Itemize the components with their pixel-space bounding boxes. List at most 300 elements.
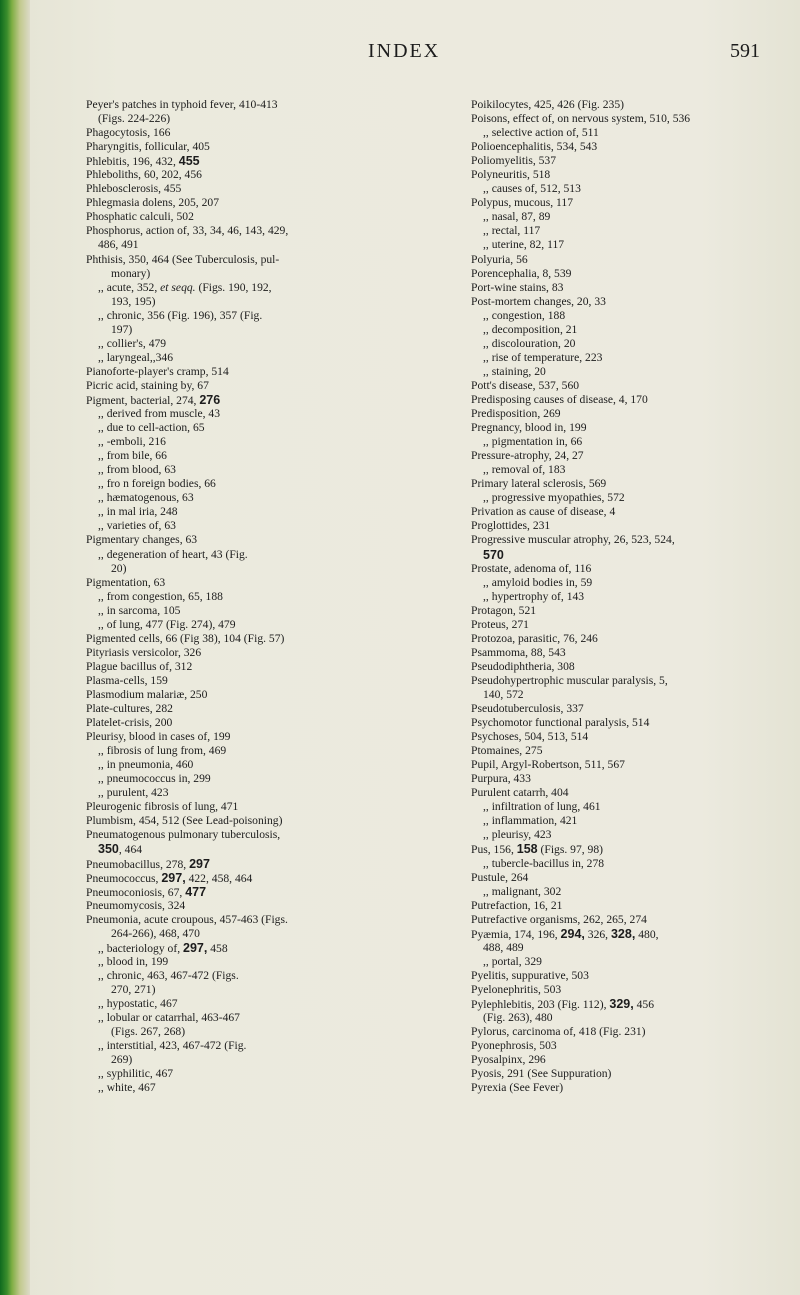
index-entry-line	[471, 1011, 791, 1025]
entry-text: Plumbism, 454, 512 (See Lead-poisoning)	[86, 814, 283, 828]
entry-text: Predisposition, 269	[471, 407, 561, 421]
index-entry-line	[471, 871, 791, 885]
index-entry-line	[471, 351, 791, 365]
entry-text: Pylephlebitis, 203 (Fig. 112),	[471, 998, 610, 1011]
entry-text: Plasma-cells, 159	[86, 673, 168, 687]
index-entry-line	[471, 983, 791, 997]
index-entry-line	[471, 154, 791, 168]
entry-text: ,, laryngeal,,346	[98, 350, 174, 364]
page-number: 591	[730, 40, 760, 62]
index-entry-line	[86, 955, 451, 969]
index-entry-line	[86, 1081, 451, 1095]
index-entry-line	[471, 927, 791, 941]
index-entry-line	[471, 112, 791, 126]
entry-text: Pseudodiphtheria, 308	[471, 659, 575, 673]
index-entry-line	[86, 505, 451, 519]
index-entry-line	[86, 562, 451, 576]
entry-text: Pigmented cells, 66 (Fig 38), 104 (Fig. 57)	[86, 631, 285, 645]
index-entry-line	[86, 533, 451, 547]
entry-text: Phosphorus, action of, 33, 34, 46, 143, 429,	[86, 224, 289, 238]
entry-text: Progressive muscular atrophy, 26, 523, 524,	[471, 533, 675, 547]
index-entry-line	[471, 576, 791, 590]
index-entry-line	[86, 351, 451, 365]
entry-text: 326,	[584, 927, 611, 941]
index-entry-line	[86, 969, 451, 983]
index-entry-line	[471, 281, 791, 295]
index-entry-line	[86, 435, 451, 449]
entry-text: ,, of lung, 477 (Fig. 274), 479	[98, 617, 236, 631]
index-entry-line	[471, 590, 791, 604]
index-entry-line	[86, 267, 451, 281]
index-entry-line	[471, 772, 791, 786]
index-entry-line	[471, 702, 791, 716]
index-entry-line	[471, 449, 791, 463]
entry-text: Post-mortem changes, 20, 33	[471, 294, 606, 308]
index-entry-line	[86, 463, 451, 477]
entry-text: (Figs. 224-226)	[98, 112, 171, 126]
entry-text: 140, 572	[483, 687, 524, 701]
entry-text: ,, pleurisy, 423	[483, 828, 552, 842]
index-entry-line	[86, 941, 451, 955]
index-entry-line	[86, 716, 451, 730]
bold-page-reference: 455	[178, 154, 200, 169]
entry-text: Pleurisy, blood in cases of, 199	[86, 730, 231, 744]
entry-text: (Fig. 263), 480	[483, 1011, 553, 1025]
entry-text: ,, due to cell-action, 65	[98, 421, 205, 435]
entry-text: Phagocytosis, 166	[86, 126, 171, 140]
index-entry-line	[471, 365, 791, 379]
index-entry-line	[471, 730, 791, 744]
entry-text: Pharyngitis, follicular, 405	[86, 140, 210, 154]
entry-text: Pregnancy, blood in, 199	[471, 421, 587, 435]
index-entry-line	[86, 618, 451, 632]
entry-text: Pityriasis versicolor, 326	[86, 645, 202, 659]
entry-text: Psychoses, 504, 513, 514	[471, 730, 589, 744]
index-entry-line	[471, 786, 791, 800]
entry-text: ,, amyloid bodies in, 59	[483, 575, 593, 589]
index-entry-line	[86, 126, 451, 140]
index-entry-line	[471, 1067, 791, 1081]
entry-text: Polyneuritis, 518	[471, 168, 551, 182]
entry-text: ,, infiltration of lung, 461	[483, 800, 601, 814]
index-entry-line	[471, 857, 791, 871]
index-entry-line	[86, 871, 451, 885]
entry-text: ,, rise of temperature, 223	[483, 350, 603, 364]
index-entry-line	[86, 1039, 451, 1053]
entry-text: Protagon, 521	[471, 603, 537, 617]
index-entry-line	[471, 182, 791, 196]
index-entry-line	[86, 660, 451, 674]
bold-page-reference: 477	[185, 884, 207, 899]
entry-text: Proglottides, 231	[471, 519, 551, 533]
entry-text: ,, degeneration of heart, 43 (Fig.	[98, 547, 248, 561]
index-entry-line	[86, 730, 451, 744]
index-entry-line	[471, 196, 791, 210]
entry-text: Polioencephalitis, 534, 543	[471, 140, 598, 154]
index-entry-line	[471, 604, 791, 618]
index-entry-line	[471, 548, 791, 562]
index-entry-line	[86, 786, 451, 800]
italic-text: et seqq.	[160, 280, 196, 294]
page-title: INDEX	[368, 40, 441, 62]
index-entry-line	[86, 590, 451, 604]
entry-text: ,, rectal, 117	[483, 224, 541, 238]
entry-text: Pigmentation, 63	[86, 575, 166, 589]
index-entry-line	[471, 997, 791, 1011]
entry-text: (Figs. 190, 192,	[195, 280, 272, 294]
index-column-right	[471, 98, 791, 1095]
index-entry-line	[471, 309, 791, 323]
entry-text: Phlegmasia dolens, 205, 207	[86, 196, 219, 210]
entry-text: ,, fro n foreign bodies, 66	[98, 477, 216, 491]
entry-text: Port-wine stains, 83	[471, 280, 564, 294]
entry-text: ,, interstitial, 423, 467-472 (Fig.	[98, 1039, 247, 1053]
entry-text: ,, purulent, 423	[98, 786, 169, 800]
entry-text: ,, progressive myopathies, 572	[483, 491, 625, 505]
entry-text: ,, blood in, 199	[98, 954, 169, 968]
index-entry-line	[86, 112, 451, 126]
entry-text: ,, in pneumonia, 460	[98, 758, 194, 772]
entry-text: Phleboliths, 60, 202, 456	[86, 168, 202, 182]
index-entry-line	[471, 323, 791, 337]
entry-text: Pus, 156,	[471, 843, 517, 857]
bold-page-reference: 294,	[560, 926, 585, 941]
bold-page-reference: 329,	[609, 997, 634, 1011]
index-entry-line	[86, 295, 451, 309]
index-entry-line	[86, 253, 451, 267]
index-entry-line	[471, 1025, 791, 1039]
entry-text: ,, pigmentation in, 66	[483, 435, 583, 449]
index-entry-line	[471, 955, 791, 969]
entry-text: (Figs. 97, 98)	[537, 843, 603, 857]
entry-text: ,, staining, 20	[483, 364, 546, 378]
entry-text: Prostate, adenoma of, 116	[471, 561, 592, 575]
index-entry-line	[86, 828, 451, 842]
bold-page-reference: 570	[483, 547, 504, 562]
entry-text: 422, 458, 464	[185, 871, 253, 885]
index-entry-line	[86, 182, 451, 196]
book-binding-edge	[0, 0, 30, 1295]
index-entry-line	[471, 660, 791, 674]
index-entry-line	[86, 1067, 451, 1081]
index-entry-line	[471, 913, 791, 927]
entry-text: Proteus, 271	[471, 617, 529, 631]
entry-text: ,, chronic, 356 (Fig. 196), 357 (Fig.	[98, 308, 263, 322]
entry-text: Privation as cause of disease, 4	[471, 505, 616, 519]
index-entry-line	[471, 477, 791, 491]
bold-page-reference: 297,	[161, 870, 186, 885]
entry-text: ,, uterine, 82, 117	[483, 238, 565, 252]
entry-text: Primary lateral sclerosis, 569	[471, 477, 607, 491]
index-entry-line	[86, 337, 451, 351]
index-entry-line	[471, 337, 791, 351]
index-entry-line	[471, 1053, 791, 1067]
index-entry-line	[86, 519, 451, 533]
index-entry-line	[471, 716, 791, 730]
entry-text: ,, portal, 329	[483, 954, 542, 968]
entry-text: Putrefaction, 16, 21	[471, 898, 563, 912]
entry-text: Platelet-crisis, 200	[86, 716, 173, 730]
entry-text: Pseudotuberculosis, 337	[471, 702, 584, 716]
entry-text: Pigment, bacterial, 274,	[86, 393, 200, 407]
entry-text: Pylorus, carcinoma of, 418 (Fig. 231)	[471, 1025, 646, 1039]
entry-text: ,, bacteriology of,	[98, 941, 183, 955]
index-entry-line	[86, 224, 451, 238]
entry-text: Pseudohypertrophic muscular paralysis, 5,	[471, 673, 668, 687]
index-entry-line	[86, 449, 451, 463]
index-entry-line	[86, 983, 451, 997]
index-entry-line	[86, 379, 451, 393]
index-entry-line	[471, 505, 791, 519]
entry-text: Pigmentary changes, 63	[86, 533, 198, 547]
entry-text: Picric acid, staining by, 67	[86, 378, 209, 392]
entry-text: Purulent catarrh, 404	[471, 786, 569, 800]
index-entry-line	[471, 295, 791, 309]
index-entry-line	[471, 1081, 791, 1095]
entry-text: Purpura, 433	[471, 772, 531, 786]
entry-text: ,, causes of, 512, 513	[483, 182, 581, 196]
entry-text: , 464	[118, 843, 143, 857]
index-entry-line	[86, 140, 451, 154]
index-entry-line	[86, 646, 451, 660]
entry-text: 193, 195)	[111, 294, 156, 308]
entry-text: ,, derived from muscle, 43	[98, 407, 221, 421]
entry-text: ,, removal of, 183	[483, 463, 566, 477]
entry-text: 486, 491	[98, 238, 139, 252]
index-entry-line	[86, 674, 451, 688]
index-entry-line	[471, 168, 791, 182]
index-entry-line	[86, 913, 451, 927]
bold-page-reference: 328,	[610, 926, 636, 941]
entry-text: 270, 271)	[111, 982, 156, 996]
bold-page-reference: 297,	[183, 940, 208, 955]
index-entry-line	[471, 253, 791, 267]
entry-text: ,, acute, 352,	[98, 280, 161, 294]
index-entry-line	[86, 281, 451, 295]
index-entry-line	[86, 632, 451, 646]
index-entry-line	[86, 702, 451, 716]
index-entry-line	[471, 533, 791, 547]
index-entry-line	[86, 758, 451, 772]
running-header	[0, 40, 800, 70]
index-entry-line	[471, 885, 791, 899]
entry-text: 456	[633, 998, 655, 1011]
entry-text: Pneumoconiosis, 67,	[86, 885, 186, 899]
entry-text: Porencephalia, 8, 539	[471, 266, 572, 280]
index-entry-line	[86, 800, 451, 814]
index-entry-line	[86, 857, 451, 871]
entry-text: ,, from congestion, 65, 188	[98, 589, 223, 603]
index-entry-line	[86, 548, 451, 562]
index-entry-line	[471, 674, 791, 688]
index-entry-line	[86, 1025, 451, 1039]
entry-text: ,, in mal iria, 248	[98, 505, 178, 519]
index-entry-line	[86, 210, 451, 224]
index-entry-line	[471, 941, 791, 955]
entry-text: 480,	[635, 927, 659, 941]
entry-text: Plate-cultures, 282	[86, 702, 173, 716]
index-entry-line	[86, 196, 451, 210]
index-entry-line	[471, 238, 791, 252]
entry-text: Pneumatogenous pulmonary tuberculosis,	[86, 828, 281, 842]
entry-text: ,, decomposition, 21	[483, 322, 578, 336]
entry-text: Pyæmia, 174, 196,	[471, 927, 561, 941]
index-entry-line	[471, 688, 791, 702]
entry-text: Psammoma, 88, 543	[471, 645, 566, 659]
entry-text: 458	[207, 941, 228, 955]
index-entry-line	[86, 365, 451, 379]
index-entry-line	[86, 744, 451, 758]
entry-text: ,, congestion, 188	[483, 308, 566, 322]
index-entry-line	[86, 997, 451, 1011]
index-entry-line	[86, 576, 451, 590]
entry-text: ,, hæmatogenous, 63	[98, 491, 194, 505]
entry-text: Plague bacillus of, 312	[86, 659, 193, 673]
index-entry-line	[471, 814, 791, 828]
entry-text: (Figs. 267, 268)	[111, 1025, 186, 1039]
index-entry-line	[86, 772, 451, 786]
entry-text: ,, inflammation, 421	[483, 814, 578, 828]
entry-text: Pyelonephritis, 503	[471, 982, 562, 996]
index-entry-line	[471, 618, 791, 632]
entry-text: ,, malignant, 302	[483, 884, 562, 898]
entry-text: Pneumobacillus, 278,	[86, 857, 190, 871]
entry-text: 197)	[111, 322, 133, 336]
entry-text: Phlebitis, 196, 432,	[86, 155, 179, 169]
index-entry-line	[471, 393, 791, 407]
index-entry-line	[471, 224, 791, 238]
index-entry-line	[471, 126, 791, 140]
entry-text: Protozoa, parasitic, 76, 246	[471, 631, 598, 645]
entry-text: 20)	[111, 561, 127, 575]
entry-text: Peyer's patches in typhoid fever, 410-413	[86, 98, 278, 111]
index-entry-line	[86, 393, 451, 407]
entry-text: ,, collier's, 479	[98, 336, 167, 350]
index-entry-line	[471, 407, 791, 421]
entry-text: Pupil, Argyl-Robertson, 511, 567	[471, 758, 625, 772]
index-entry-line	[471, 800, 791, 814]
bold-page-reference: 297	[189, 856, 210, 871]
index-entry-line	[86, 154, 451, 168]
entry-text: Putrefactive organisms, 262, 265, 274	[471, 912, 647, 926]
index-entry-line	[86, 309, 451, 323]
entry-text: ,, from blood, 63	[98, 463, 176, 477]
index-entry-line	[471, 435, 791, 449]
index-column-left	[86, 98, 451, 1095]
entry-text: ,, lobular or catarrhal, 463-467	[98, 1011, 240, 1025]
index-entry-line	[471, 463, 791, 477]
entry-text: 488, 489	[483, 940, 524, 954]
index-entry-line	[471, 421, 791, 435]
index-entry-line	[86, 899, 451, 913]
index-entry-line	[471, 758, 791, 772]
index-entry-line	[86, 238, 451, 252]
entry-text: ,, fibrosis of lung from, 469	[98, 744, 227, 758]
entry-text: ,, selective action of, 511	[483, 126, 599, 140]
entry-text: Phlebosclerosis, 455	[86, 182, 182, 196]
entry-text: ,, -emboli, 216	[98, 435, 166, 449]
entry-text: ,, chronic, 463, 467-472 (Figs.	[98, 968, 239, 982]
entry-text: Ptomaines, 275	[471, 744, 543, 758]
index-entry-line	[86, 1011, 451, 1025]
index-entry-line	[471, 632, 791, 646]
entry-text: Polyuria, 56	[471, 252, 528, 266]
index-entry-line	[471, 842, 791, 856]
entry-text: Pyosis, 291 (See Suppuration)	[471, 1067, 612, 1081]
index-entry-line	[86, 604, 451, 618]
entry-text: Pressure-atrophy, 24, 27	[471, 449, 584, 463]
index-entry-line	[86, 814, 451, 828]
index-entry-line	[86, 168, 451, 182]
entry-text: Pneumococcus,	[86, 871, 162, 885]
entry-text: Pneumomycosis, 324	[86, 898, 186, 912]
entry-text: ,, hypertrophy of, 143	[483, 589, 585, 603]
entry-text: ,, from bile, 66	[98, 449, 167, 463]
entry-text: Poisons, effect of, on nervous system, 510, 536	[471, 112, 691, 126]
index-entry-line	[86, 842, 451, 856]
index-entry-line	[471, 899, 791, 913]
entry-text: ,, tubercle-bacillus in, 278	[483, 856, 605, 870]
entry-text: Phthisis, 350, 464 (See Tuberculosis, pul-	[86, 252, 280, 266]
entry-text: Plasmodium malariæ, 250	[86, 687, 208, 701]
entry-text: Pyrexia (See Fever)	[471, 1081, 564, 1095]
index-entry-line	[86, 688, 451, 702]
entry-text: Poliomyelitis, 537	[471, 154, 557, 168]
entry-text: Pustule, 264	[471, 870, 529, 884]
entry-text: ,, discolouration, 20	[483, 336, 576, 350]
entry-text: Pleurogenic fibrosis of lung, 471	[86, 800, 239, 814]
index-entry-line	[471, 210, 791, 224]
entry-text: Predisposing causes of disease, 4, 170	[471, 392, 648, 406]
entry-text: Pyonephrosis, 503	[471, 1039, 557, 1053]
index-entry-line	[471, 519, 791, 533]
index-entry-line	[471, 491, 791, 505]
index-entry-line	[471, 98, 791, 112]
index-entry-line	[86, 885, 451, 899]
entry-text: Phosphatic calculi, 502	[86, 210, 194, 224]
index-entry-line	[471, 744, 791, 758]
entry-text: Pneumonia, acute croupous, 457-463 (Figs.	[86, 912, 288, 926]
bold-page-reference: 276	[199, 392, 221, 407]
entry-text: ,, pneumococcus in, 299	[98, 772, 211, 786]
index-entry-line	[471, 267, 791, 281]
entry-text: ,, white, 467	[98, 1081, 156, 1095]
entry-text: Pyelitis, suppurative, 503	[471, 968, 589, 982]
index-entry-line	[86, 477, 451, 491]
index-entry-line	[471, 140, 791, 154]
index-entry-line	[86, 323, 451, 337]
entry-text: ,, hypostatic, 467	[98, 997, 178, 1010]
entry-text: ,, syphilitic, 467	[98, 1067, 174, 1081]
entry-text: 269)	[111, 1053, 133, 1067]
entry-text: Psychomotor functional paralysis, 514	[471, 716, 650, 730]
index-entry-line	[471, 1039, 791, 1053]
index-entry-line	[471, 969, 791, 983]
entry-text: 264-266), 468, 470	[111, 926, 200, 940]
index-entry-line	[86, 407, 451, 421]
index-entry-line	[86, 98, 451, 112]
entry-text: Pott's disease, 537, 560	[471, 378, 580, 392]
index-entry-line	[86, 1053, 451, 1067]
index-entry-line	[471, 379, 791, 393]
bold-page-reference: 350	[98, 842, 119, 857]
entry-text: ,, in sarcoma, 105	[98, 603, 181, 617]
index-entry-line	[471, 646, 791, 660]
index-entry-line	[86, 491, 451, 505]
entry-text: ,, varieties of, 63	[98, 519, 176, 533]
index-entry-line	[86, 927, 451, 941]
entry-text: monary)	[111, 266, 151, 280]
